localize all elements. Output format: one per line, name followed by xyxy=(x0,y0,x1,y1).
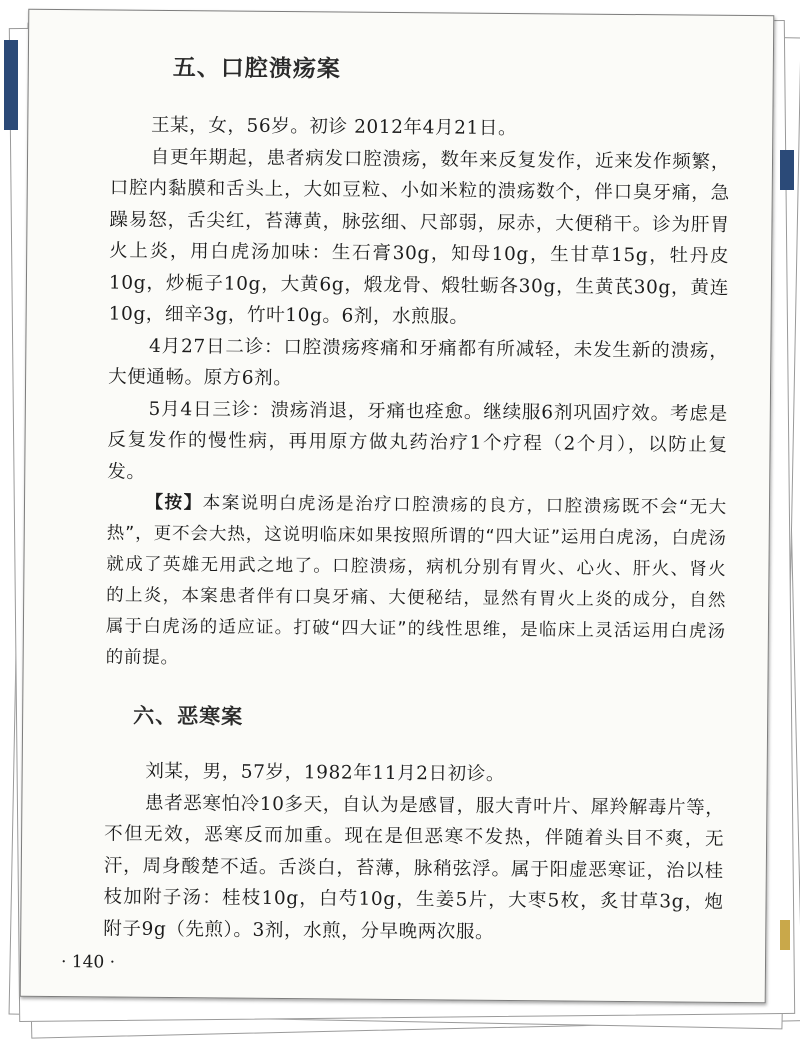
book-cover-edge xyxy=(780,920,790,950)
second-visit: 4月27日二诊：口腔溃疡疼痛和牙痛都有所减轻，未发生新的溃疡，大便通畅。原方6剂。 xyxy=(108,335,729,390)
case-description: 自更年期起，患者病发口腔溃疡，数年来反复发作，近来发作频繁，口腔内黏膜和舌头上，大如豆粒、小如米粒的溃疡数个，伴口臭牙痛，急躁易怒，舌尖红，苔薄黄，脉弦细、尺部弱，尿赤，大便稍干。诊为肝胃火上炎，用白虎汤加味：生石膏30g，知母10g，生甘草15g，牡丹皮10g，炒栀子10g，大黄6g，煅龙骨、煅牡蛎各30g，生黄芪30g，黄连10g，细辛3g，竹叶10g。6剂，水煎服。 xyxy=(108,146,731,328)
commentary-label: 【按】 xyxy=(145,492,203,514)
commentary xyxy=(106,487,728,678)
page-number: · 140 · xyxy=(60,952,116,973)
section-heading: 五、口腔溃疡案 xyxy=(172,55,341,83)
section-heading: 六、恶寒案 xyxy=(133,703,244,729)
book-cover-edge xyxy=(780,150,794,190)
case-description: 患者恶寒怕冷10多天，自认为是感冒，服大青叶片、犀羚解毒片等，不但无效，恶寒反而加重。现在是但恶寒不发热，伴随着头目不爽，无汗，周身酸楚不适。舌淡白，苔薄，脉稍弦浮。属于阳虚恶寒证，治以桂枝加附子汤：桂枝10g，白芍10g，生姜5片，大枣5枚，炙甘草3g，炮附子9g（先煎）。3剂，水煎，分早晚两次服。 xyxy=(103,792,725,943)
commentary-text: 本案说明白虎汤是治疗口腔溃疡的良方，口腔溃疡既不会“无大热”，更不会大热，这说明临床如果按照所谓的“四大证”运用白虎汤，白虎汤就成了英雄无用武之地了。口腔溃疡，病机分别有胃火、心火、肝火、肾火的上炎，本案患者伴有口臭牙痛、大便秘结，显然有胃火上炎的成分，自然属于白虎汤的适应证。打破“四大证”的线性思维，是临床上灵活运用白虎汤的前提。 xyxy=(105,493,728,669)
page-content xyxy=(103,48,731,949)
patient-info: 刘某，男，57岁，1982年11月2日初诊。 xyxy=(145,760,506,785)
third-visit: 5月4日三诊：溃疡消退，牙痛也痊愈。继续服6剂巩固疗效。考虑是反复发作的慢性病，再用原方做丸药治疗1个疗程（2个月），以防止复发。 xyxy=(107,398,728,483)
book-page xyxy=(20,9,775,1003)
book-cover-edge xyxy=(4,40,18,130)
patient-info: 王某，女，56岁。初诊 2012年4月21日。 xyxy=(150,114,518,140)
